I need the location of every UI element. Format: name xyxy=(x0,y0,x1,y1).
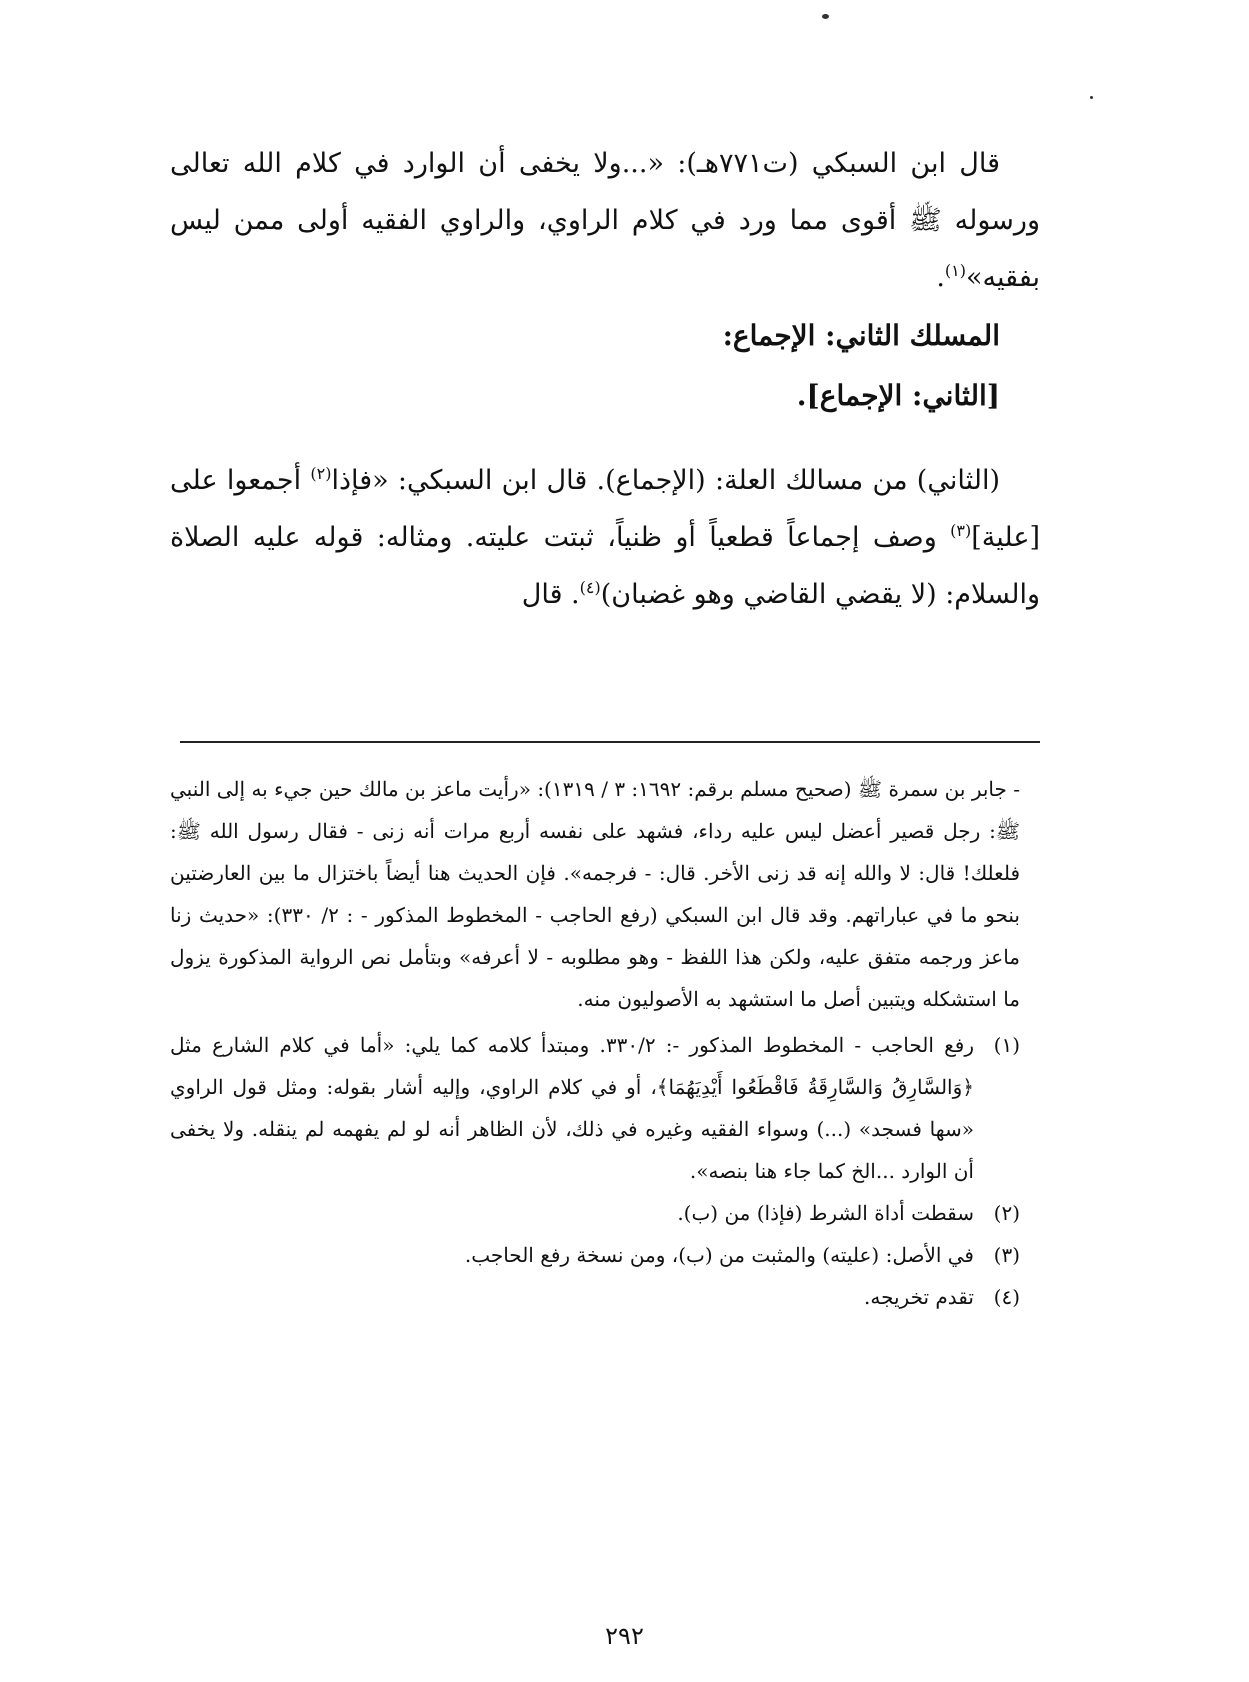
body-text: (الثاني) من مسالك العلة: (الإجماع). قال ابن السبكي: «فإذا xyxy=(331,465,1000,496)
body-text: أجمعوا على [علية] xyxy=(170,465,1040,553)
page-number: ٢٩٢ xyxy=(605,1622,644,1650)
footnote-number: (١) xyxy=(993,1033,1020,1057)
footnote-continuation: - جابر بن سمرة ﷺ (صحيح مسلم برقم: ١٦٩٢: ٣ / ١٣١٩): «رأيت ماعز بن مالك حين جيء به إلى النبي ﷺ: رجل قصير أعضل ليس عليه رداء، فشهد على نفسه أربع مرات أنه زنى - فقال رسول الله ﷺ: فلعلك! قال: لا والله إنه قد زنى الأخر. قال: - فرجمه». فإن الحديث هنا أيضاً باختزال ما بين العارضتين بنحو ما في عباراتهم. وقد قال ابن السبكي (رفع الحاجب - المخطوط المذكور - : ٢/ ٣٣٠): «حديث زنا ماعز ورجمه متفق عليه، ولكن هذا اللفظ - وهو مطلوبه - لا أعرفه» وبتأمل نص الرواية المذكورة يزول ما استشكله ويتبين أصل ما استشهد به الأصوليون منه. xyxy=(170,777,1021,1011)
footnote-2 xyxy=(170,1192,1020,1234)
quote-text: قال ابن السبكي (ت٧٧١هـ): «...ولا يخفى أن الوارد في كلام الله تعالى ورسوله ﷺ أقوى مما ورد في كلام الراوي، والراوي الفقيه أولى ممن ليس بفقيه» xyxy=(170,148,1040,293)
footnote-ref: (٣) xyxy=(950,521,972,540)
scan-speck xyxy=(1090,96,1093,99)
footnote-1 xyxy=(170,1024,1020,1192)
footnote-ref: (١) xyxy=(944,261,967,280)
body-paragraph xyxy=(170,452,1040,623)
footnote-number: (٢) xyxy=(993,1201,1020,1225)
footnote-ref: (٢) xyxy=(310,464,332,483)
subsection-heading: [الثاني: الإجماع]. xyxy=(796,379,1000,412)
footnote-text: في الأصل: (عليته) والمثبت من (ب)، ومن نسخة رفع الحاجب. xyxy=(464,1243,974,1267)
scan-speck xyxy=(822,14,829,19)
body-text: وصف إجماعاً قطعياً أو ظنياً، ثبتت عليته. ومثاله: قوله عليه الصلاة والسلام: (لا يقضي القاضي وهو غضبان) xyxy=(170,522,1040,610)
body-text: . قال xyxy=(521,579,580,610)
footnote-text: تقدم تخريجه. xyxy=(864,1285,974,1309)
footnote-number: (٤) xyxy=(993,1285,1020,1309)
section-heading: المسلك الثاني: الإجماع: xyxy=(722,319,1000,352)
footnote-number: (٣) xyxy=(993,1243,1020,1267)
footnotes xyxy=(170,768,1020,1318)
footnote-separator xyxy=(180,741,1040,743)
footnote-text: سقطت أداة الشرط (فإذا) من (ب). xyxy=(677,1201,974,1225)
footnote-4 xyxy=(170,1276,1020,1318)
period: . xyxy=(936,262,945,293)
footnote-3 xyxy=(170,1234,1020,1276)
footnote-text: رفع الحاجب - المخطوط المذكور -: ٣٣٠/٢. ومبتدأ كلامه كما يلي: «أما في كلام الشارع مثل ﴿وَالسَّارِقُ وَالسَّارِقَةُ فَاقْطَعُوا أَيْدِيَهُمَا﴾، أو في كلام الراوي، وإليه أشار بقوله: ومثل قول الراوي «سها فسجد» (...) وسواء الفقيه وغيره في ذلك، لأن الظاهر أنه لو لم يفهمه لم ينقله. ولا يخفى أن الوارد ...الخ كما جاء هنا بنصه». xyxy=(170,1033,974,1183)
quote-paragraph xyxy=(170,135,1040,306)
main-text xyxy=(170,135,1040,623)
footnote-ref: (٤) xyxy=(579,578,601,597)
